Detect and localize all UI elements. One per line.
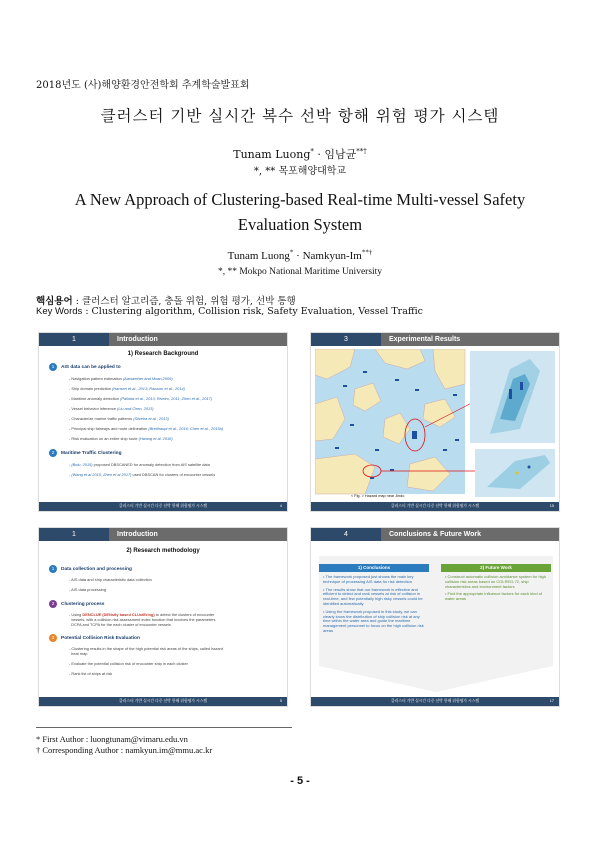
title-korean: 클러스터 기반 실시간 복수 선박 항해 위험 평가 시스템 [100, 107, 500, 125]
author-2: 임남균 [324, 148, 357, 161]
list-item: - Clustering results in the shape of the high potential risk areas of the ships, called hazard [69, 646, 223, 651]
slide-footer: 클러스터 기반 실시간 다중 선박 항해 위험평가 시스템 15 [311, 502, 559, 511]
slide-page: 5 [279, 699, 282, 703]
slide-header [311, 333, 559, 346]
author-en-2: Namkyun-Im [302, 250, 362, 262]
page-number: - 5 - [290, 775, 310, 787]
future-work-column [441, 564, 551, 608]
number-badge: 1 [49, 565, 57, 573]
authors-english [0, 250, 600, 262]
author-en-2-mark: **† [361, 248, 373, 257]
slide-header [311, 528, 559, 541]
keywords-korean [36, 293, 296, 307]
hazard-map-figure [315, 349, 557, 501]
section-ais [49, 363, 121, 371]
vessel-marker [520, 382, 523, 390]
list-item-continued: heat map [71, 651, 88, 656]
author-en-1: Tunam Luong [227, 250, 290, 262]
section-heading: Potential Collision Risk Evaluation [61, 635, 140, 641]
slide-header [39, 333, 287, 346]
slide-footer: 클러스터 기반 실시간 다중 선박 항해 위험평가 시스템 4 [39, 502, 287, 511]
keywords-english-label: Key Words [36, 306, 83, 317]
slide-number: 1 [39, 528, 109, 541]
figure-caption: < Fig. > Hazard map near Jindo [351, 494, 405, 498]
list-item: - AIS data processing [69, 587, 106, 592]
slide-footer: 클러스터 기반 실시간 다중 선박 항해 위험평가 시스템 17 [311, 697, 559, 706]
footnote-first-author: * First Author : luongtunam@vimaru.edu.vn [36, 734, 188, 744]
list-item: - Risk evaluation on an entire ship route (Hwang et al. 2018) [69, 436, 173, 441]
list-item: • The results show that our framework is effective and efficient to detect and rank vessels at risk of collision in real-time, and few potentially high risky vessels could be identified automatically [323, 586, 423, 606]
footnote-corresponding-author: † Corresponding Author : namkyun.im@mmu.ac.kr [36, 745, 213, 755]
conclusions-column [319, 564, 429, 640]
section-heading: Data collection and processing [61, 566, 132, 572]
list-item-continued: DCPA and TCPA for the each cluster of encounter vessels [71, 622, 171, 627]
vessel-cluster [412, 431, 417, 439]
list-item: - Navigation pattern estimation (Aarsaether and Moan,2009) [69, 376, 173, 381]
list-item: - Using DENCLUE (DENsity based CLUstEring) to detect the clusters of encounter [69, 612, 215, 617]
conference-name: 2018년도 (사)해양환경안전학회 추계학술발표회 [36, 80, 250, 91]
slide-experimental-results [310, 332, 560, 512]
section-heading: Clustering process [61, 601, 105, 607]
slide-footer: 클러스터 기반 실시간 다중 선박 항해 위험평가 시스템 5 [39, 697, 287, 706]
list-item-continued: vessels, with a collision risk assessment index function that involves the parameters [71, 617, 216, 622]
list-item: - AIS data and ship characteristic data collection [69, 577, 152, 582]
keywords-korean-text: : 클러스터 알고리즘, 충돌 위험, 위험 평가, 선박 통행 [72, 296, 296, 307]
list-item: - Characterize marine traffic patterns (Silveira et al., 2013) [69, 416, 169, 421]
author-separator: · [313, 148, 325, 161]
author-2-mark: **† [356, 147, 367, 156]
list-item: - Vessel behavior inference (Liu and Chen, 2013) [69, 406, 154, 411]
list-item: • Construct automatic collision avoidance system for high collision risk areas based on COLREG-72, ship characteristics and environment factors [445, 574, 547, 589]
footnote-rule [36, 727, 292, 728]
number-badge: 2 [49, 449, 57, 457]
slide-subtitle: 1) Research Background [127, 351, 199, 357]
section-heading: Maritime Traffic Clustering [61, 450, 122, 456]
vessel-marker [528, 466, 531, 469]
slide-conclusions [310, 527, 560, 707]
keywords-english-text: : Clustering algorithm, Collision risk, Safety Evaluation, Vessel Traffic [82, 306, 423, 317]
section-data [49, 565, 132, 573]
slide-header [39, 528, 287, 541]
slide-number: 4 [311, 528, 381, 541]
slide-page: 4 [279, 504, 282, 508]
slide-page: 15 [549, 504, 554, 508]
slide-title: Introduction [109, 528, 287, 541]
author-en-1-mark: * [289, 248, 294, 257]
vessel-marker [509, 389, 512, 399]
list-item: - Principal ship fairways and route delineation (Breithaupt et al., 2016; Chen et al., 2015b) [69, 426, 224, 431]
author-1-mark: * [310, 147, 314, 156]
vessel-marker [516, 472, 519, 475]
section-clustering [49, 600, 104, 608]
slide-title: Introduction [109, 333, 287, 346]
number-badge: 3 [49, 634, 57, 642]
list-item: - (Wang et al 2015, Zhen et al 2017) used DBSCAN for clusters of encounter vessels [69, 472, 216, 477]
number-badge: 1 [49, 363, 57, 371]
affiliation-korean: *, ** 목포해양대학교 [253, 166, 347, 177]
slide-number: 3 [311, 333, 381, 346]
number-badge: 2 [49, 600, 57, 608]
slide-subtitle: 2) Research methodology [126, 548, 200, 554]
slide-title: Experimental Results [381, 333, 559, 346]
authors-korean [0, 146, 600, 162]
list-item: • Find the appropriate influence factors for each kind of water areas [445, 591, 543, 602]
list-item: • Using the framework proposed in this study, we can clearly know the distribution of ship collision risk at any time within the water area and guide the maritime management personnel to focus on the high collision risk areas [323, 608, 424, 633]
list-item: • The framework proposed just shows the main key technique of processing AIS data for risk detection [323, 574, 414, 584]
slide-page: 17 [549, 699, 554, 703]
slide-number: 1 [39, 333, 109, 346]
list-item: - Rank list of ships at risk [69, 671, 113, 676]
list-item: - Maritime anomaly detection (Pallotta et al., 2013; Riveiro, 2011; Zhen et al., 2017) [69, 396, 213, 401]
slide-title: Conclusions & Future Work [381, 528, 559, 541]
keywords-korean-label: 핵심용어 [36, 296, 73, 307]
keywords-english [36, 306, 423, 317]
section-clustering [49, 449, 122, 457]
title-english: A New Approach of Clustering-based Real-time Multi-vessel Safety Evaluation System [74, 190, 526, 234]
author-en-separator: · [293, 250, 303, 262]
section-risk [49, 634, 140, 642]
list-item: - Ship domain prediction (Hansen et al., 2013; Rawson et al., 2014) [69, 386, 185, 391]
list-item: - Evaluate the potential collision risk of encounter ship in each cluster [69, 661, 188, 666]
affiliation-english: *, ** Mokpo National Maritime University [217, 267, 383, 277]
slide-research-background [38, 332, 288, 512]
column-heading: 1) Conclusions [319, 564, 429, 572]
column-heading: 2) Future Work [441, 564, 551, 572]
slide-research-methodology [38, 527, 288, 707]
list-item: - (Bolu, 2015) proposed DBSCANED for anomaly detection from AIS satellite data [69, 462, 210, 467]
author-1: Tunam Luong [233, 148, 311, 161]
section-heading: AIS data can be applied to [61, 364, 121, 370]
